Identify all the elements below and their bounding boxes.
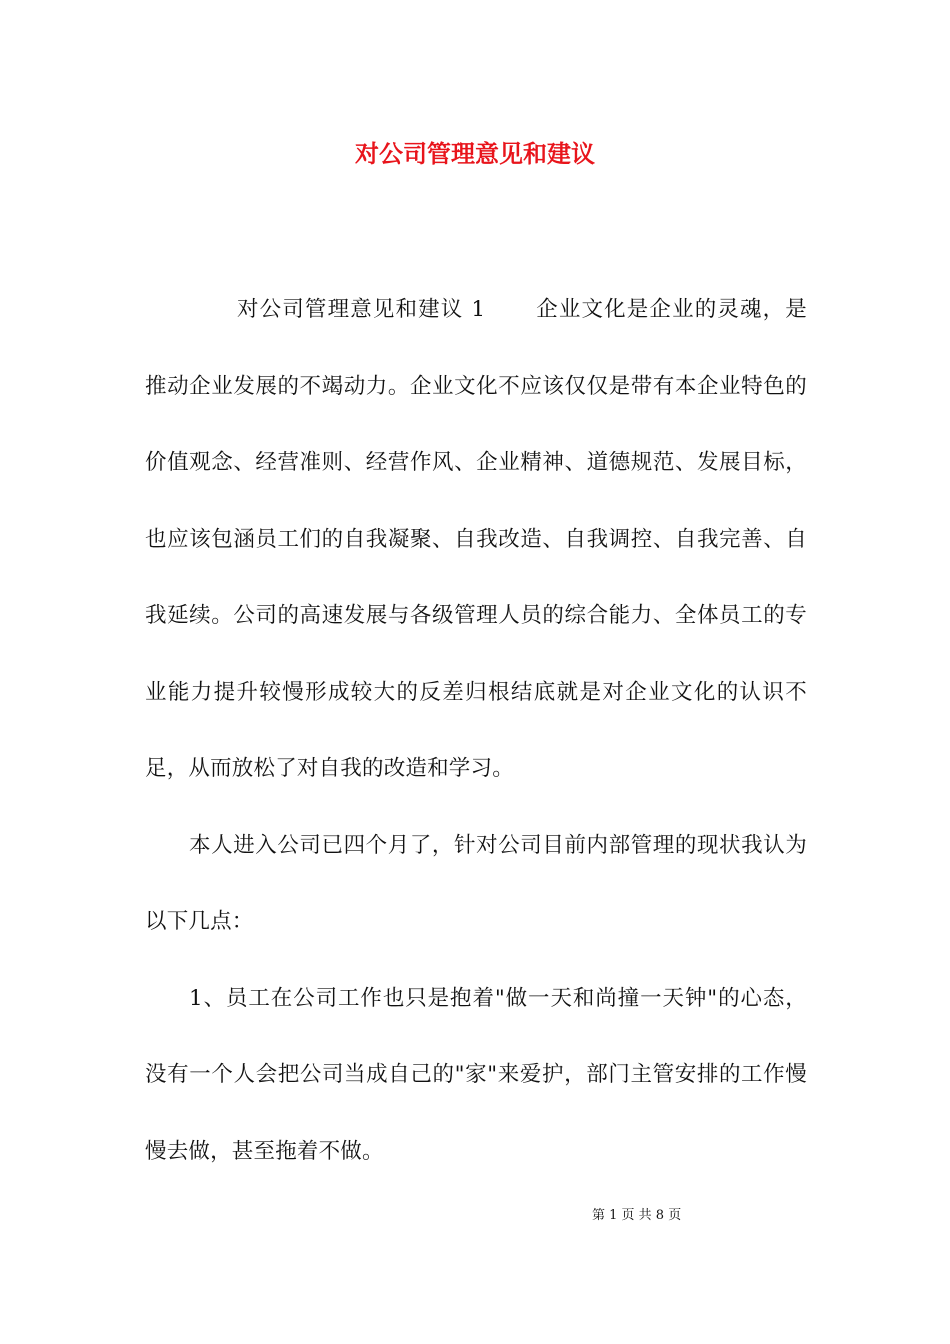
paragraph-1-text: 企业文化是企业的灵魂，是推动企业发展的不竭动力。企业文化不应该仅仅是带有本企业特色的价值观念、经营准则、经营作风、企业精神、道德规范、发展目标，也应该包涵员工们的自我凝聚、自我改造、自我调控、自我完善、自我延续。公司的高速发展与各级管理人员的综合能力、全体员工的专业能力提升较慢形成较大的反差归根结底就是对企业文化的认识不足，从而放松了对自我的改造和学习。 <box>145 297 807 781</box>
paragraph-2: 本人进入公司已四个月了，针对公司目前内部管理的现状我认为以下几点： <box>145 832 807 934</box>
paragraph-3: 1、员工在公司工作也只是抱着"做一天和尚撞一天钟"的心态，没有一个人会把公司当成自己的"家"来爱护，部门主管安排的工作慢慢去做，甚至拖着不做。 <box>145 985 807 1164</box>
page-footer: 第 1 页 共 8 页 <box>592 1208 682 1223</box>
section-heading: 对公司管理意见和建议 1 <box>237 297 486 322</box>
paragraph-1 <box>145 272 807 808</box>
document-title: 对公司管理意见和建议 <box>355 139 595 168</box>
document-body <box>145 272 807 1190</box>
